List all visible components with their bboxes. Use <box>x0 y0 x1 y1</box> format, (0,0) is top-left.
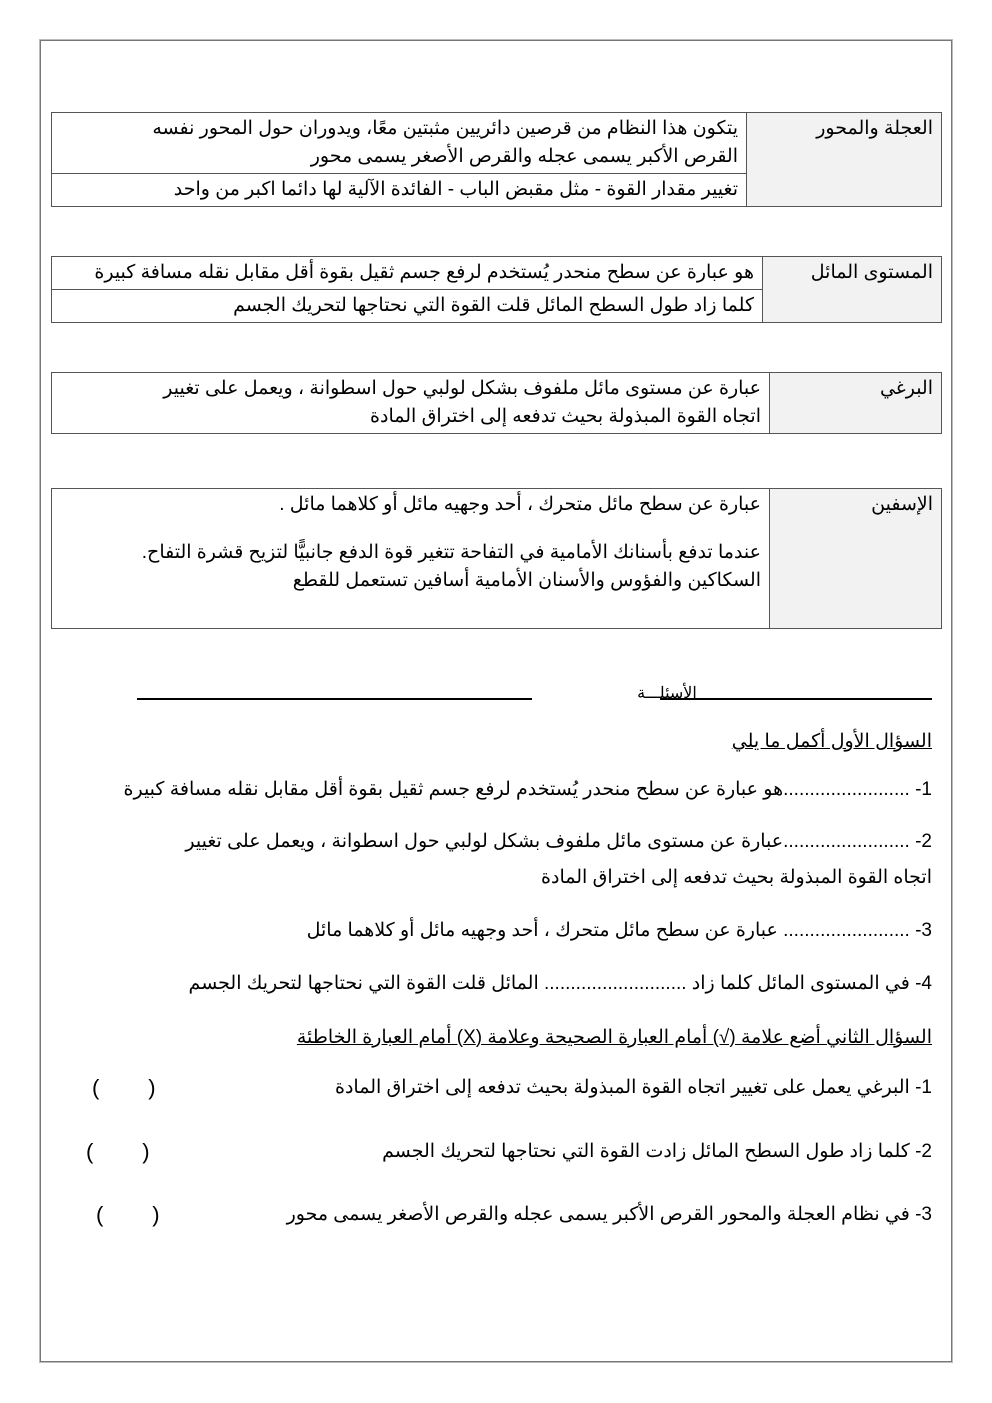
q2-heading: السؤال الثاني أضع علامة (√) أمام العبارة الصحيحة وعلامة (X) أمام العبارة الخاطئة <box>296 1027 932 1048</box>
answer-box[interactable]: ( ) <box>92 1075 156 1100</box>
q1-item: 3- ........................ عبارة عن سطح مائل متحرك ، أحد وجهيه مائل أو كلاهما مائل <box>306 920 932 941</box>
inclined-plane-table <box>51 256 942 323</box>
q2-item: 1- البرغي يعمل على تغيير اتجاه القوة المبذولة بحيث تدفعه إلى اختراق المادة <box>335 1077 932 1098</box>
cell-line: عبارة عن سطح مائل متحرك ، أحد وجهيه مائل أو كلاهما مائل . <box>279 494 761 515</box>
q1-item: اتجاه القوة المبذولة بحيث تدفعه إلى اختراق المادة <box>541 867 932 888</box>
table-cell <box>52 373 770 434</box>
cell-line: عبارة عن مستوى مائل ملفوف بشكل لولبي حول اسطوانة ، ويعمل على تغيير <box>163 378 761 399</box>
table-cell: تغيير مقدار القوة - مثل مقبض الباب - الفائدة الآلية لها دائما اكبر من واحد <box>52 174 747 207</box>
answer-box[interactable]: ( ) <box>96 1202 160 1227</box>
q1-item: 4- في المستوى المائل كلما زاد ........................... المائل قلت القوة التي نحتاجها لتحريك الجسم <box>188 973 932 994</box>
table-cell: كلما زاد طول السطح المائل قلت القوة التي نحتاجها لتحريك الجسم <box>52 290 763 323</box>
questions-title: الأسئلـــة <box>637 685 697 702</box>
q1-item: 2- ........................عبارة عن مستوى مائل ملفوف بشكل لولبي حول اسطوانة ، ويعمل على تغيير <box>185 831 932 852</box>
wedge-table <box>51 488 942 629</box>
table-cell: هو عبارة عن سطح منحدر يُستخدم لرفع جسم ثقيل بقوة أقل مقابل نقله مسافة كبيرة <box>52 257 763 290</box>
table-label: الإسفين <box>770 489 942 629</box>
q1-heading: السؤال الأول أكمل ما يلي <box>731 731 932 752</box>
q2-item: 2- كلما زاد طول السطح المائل زادت القوة التي نحتاجها لتحريك الجسم <box>382 1141 932 1162</box>
table-label: البرغي <box>770 373 942 434</box>
q1-item: 1- ........................هو عبارة عن سطح منحدر يُستخدم لرفع جسم ثقيل بقوة أقل مقابل نقله مسافة كبيرة <box>123 779 932 800</box>
table-label: المستوى المائل <box>763 257 942 323</box>
cell-line: يتكون هذا النظام من قرصين دائريين مثبتين معًا، ويدوران حول المحور نفسه <box>152 118 738 139</box>
q2-item: 3- في نظام العجلة والمحور القرص الأكبر يسمى عجله والقرص الأصغر يسمى محور <box>286 1204 932 1225</box>
divider <box>137 698 532 700</box>
cell-line: القرص الأكبر يسمى عجله والقرص الأصغر يسمى محور <box>310 146 738 167</box>
questions-section-title <box>137 683 932 707</box>
wheel-axle-table <box>51 112 942 207</box>
divider <box>660 698 932 700</box>
answer-box[interactable]: ( ) <box>86 1139 150 1164</box>
cell-line: اتجاه القوة المبذولة بحيث تدفعه إلى اختراق المادة <box>370 406 761 427</box>
cell-line: عندما تدفع بأسنانك الأمامية في التفاحة تتغير قوة الدفع جانبيًّا لتزيح قشرة التفاح. <box>141 542 761 563</box>
table-label: العجلة والمحور <box>747 113 942 207</box>
table-cell <box>52 113 747 174</box>
table-cell <box>52 489 770 629</box>
screw-table <box>51 372 942 434</box>
cell-line: السكاكين والفؤوس والأسنان الأمامية أسافين تستعمل للقطع <box>292 570 761 591</box>
